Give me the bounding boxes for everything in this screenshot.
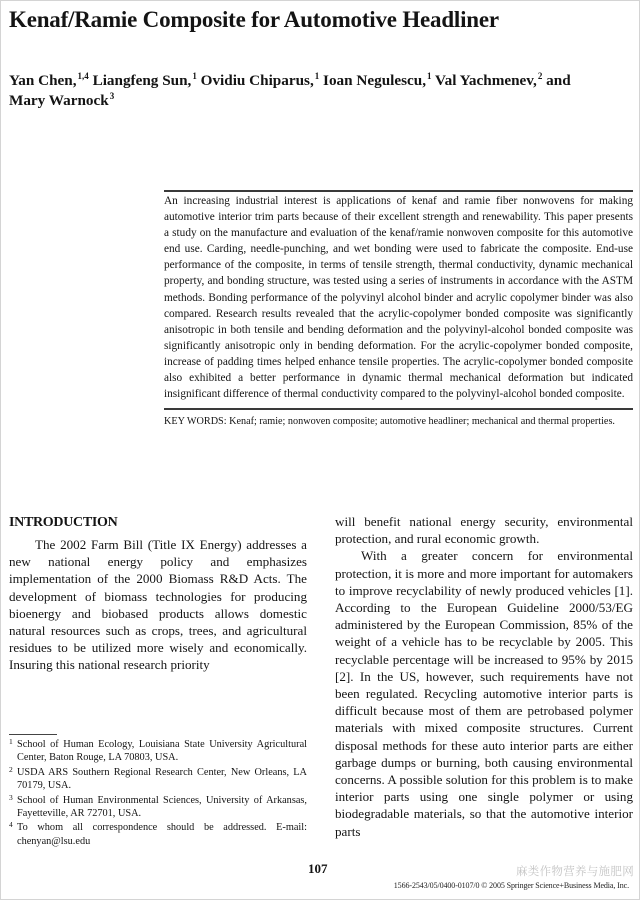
author: Ovidiu Chiparus,$^1$ (200, 71, 320, 89)
author: Yan Chen,$^{1,4}$ (9, 71, 89, 89)
footnote-4: 4 To whom all correspondence should be addressed. E-mail: chenyan@lsu.edu (9, 820, 307, 847)
intro-paragraph-1-continued: will benefit national energy security, environmental protection, and rural economic growth. (335, 514, 633, 547)
paper-title: Kenaf/Ramie Composite for Automotive Headliner (9, 7, 499, 32)
author: Liangfeng Sun,$^1$ (92, 71, 197, 89)
author-list (9, 71, 609, 111)
abstract-top-rule (164, 190, 633, 192)
author: Ioan Negulescu,$^1$ (323, 71, 432, 89)
section-heading-introduction: INTRODUCTION (9, 515, 118, 530)
intro-paragraph-1: The 2002 Farm Bill (Title IX Energy) addresses a new national energy policy and emphasizes implementation of the 2000 Biomass R&D Acts. The development of biomass technologies for producing bioenergy and biobased products allows domestic natural resources such as crops, trees, and agricultural residues to be utilized more wisely and economically. Insuring this national research priority (9, 537, 307, 673)
author-conjunction: and (546, 72, 571, 89)
footnote-2: 2 USDA ARS Southern Regional Research Center, New Orleans, LA 70179, USA. (9, 764, 307, 792)
keywords (164, 415, 633, 429)
abstract-text: An increasing industrial interest is applications of kenaf and ramie fiber nonwovens for making automotive interior trim parts because of their excellent strength and renewability. This paper presents a study on the manufacture and evaluation of the kenaf/ramie nonwoven composite for this automotive end use. Carding, needle-punching, and wet bonding were used to fabricate the composite. End-use performance of the composite, in terms of tensile strength, thermal conductivity, dynamic mechanical property, and bonding structure, was tested using a series of instruments in accordance with the ASTM methods. Bonding performance of the polyvinyl alcohol binder and acrylic copolymer binder was also compared. Research results revealed that the acrylic-copolymer bonded composite was significantly anisotropic in both tensile and bending deformation and the polyvinyl-alcohol bonded composite was significantly anisotropic only in bending deformation. For the acrylic-copolymer bonded composite, increase of padding times helped enhance tensile properties. The acrylic-copolymer bonded composite also exhibited a better performance in dynamic thermal mechanical deformation but indicated insignificant difference of thermal conductivity compared to the polyvinyl-alcohol bonded composite. (164, 195, 633, 401)
keywords-text: Kenaf; ramie; nonwoven composite; automotive headliner; mechanical and thermal properties. (229, 416, 615, 428)
abstract-section (164, 190, 633, 429)
right-column (335, 513, 633, 840)
copyright-line: 1566-2543/05/0400-0107/0 © 2005 Springer Science+Business Media, Inc. (393, 881, 629, 890)
footnote-1: 1 School of Human Ecology, Louisiana State University Agricultural Center, Baton Rouge, LA 70803, USA. (9, 737, 307, 764)
footnotes (9, 738, 307, 849)
author: Val Yachmenev,$^2$ (435, 71, 543, 89)
page-number: 107 (308, 861, 328, 876)
footnote-rule (9, 734, 57, 735)
watermark: 麻类作物营养与施肥网 (516, 864, 634, 878)
left-column (9, 513, 307, 674)
footnote-3: 3 School of Human Environmental Sciences, University of Arkansas, Fayetteville, AR 72701, USA. (9, 792, 307, 820)
abstract-bottom-rule (164, 408, 633, 410)
author: Mary Warnock$^3$ (9, 91, 115, 109)
intro-paragraph-2: With a greater concern for environmental protection, it is more and more important for automakers to improve recyclability of newly produced vehicles [1]. According to the European Guideline 2000/53/EG administered by the European Commission, 85% of the weight of a vehicle has to be recyclable by 2005. This recyclable percentage will be increased to 95% by 2015 [2]. In the US, however, such requirements have not been regulated. Recycling automotive interior parts is difficult because most of them are petrobased polymer materials with mixed composite structures. Current disposal methods for these auto interior parts are either garbage dumps or burning, both causing environmental concerns. A possible solution for this problem is to make interior parts using one single polymer or using biodegradable materials, so that the automotive interior parts (335, 548, 633, 839)
keywords-label: KEY WORDS: (164, 416, 227, 428)
